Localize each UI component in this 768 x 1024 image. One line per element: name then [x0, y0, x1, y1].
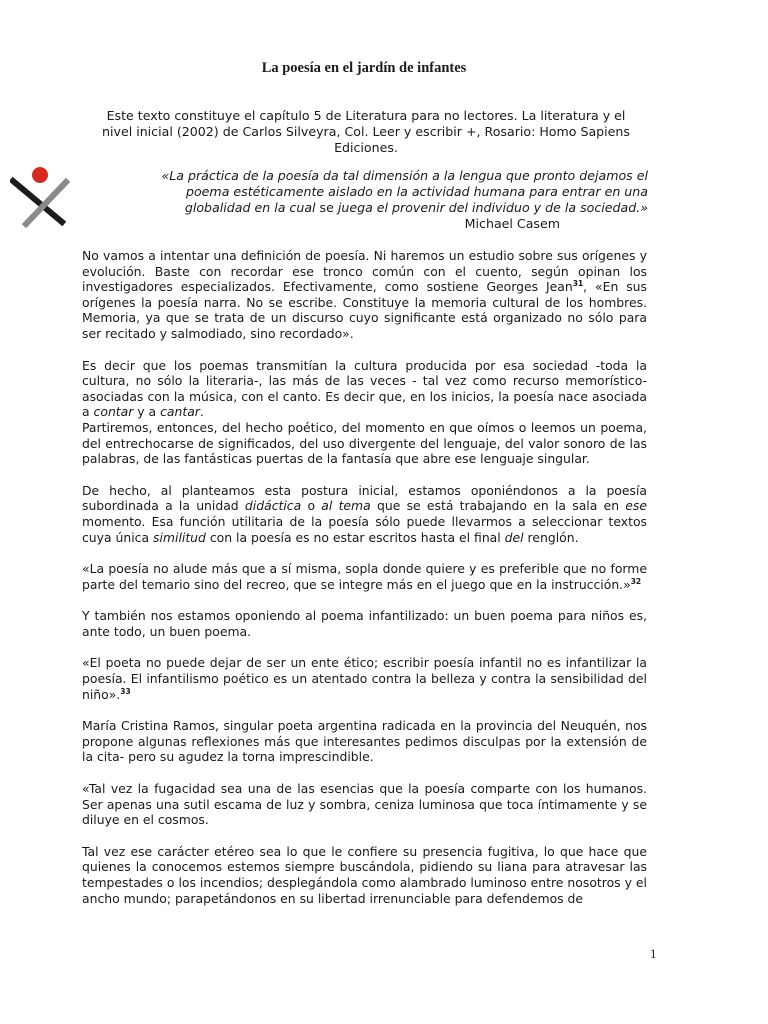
- logo-red-dot: [32, 167, 48, 183]
- paragraph-1: No vamos a intentar una definición de poesía. Ni haremos un estudio sobre sus orígenes y evolución. Baste con recordar ese tronco común con el cuento, según opinan los investigadores especializados. Efectivamente, como sostiene Georges Jean$^{31}$, «En sus orígenes la poesía narra. No se escribe. Constituye la memoria cultural de los hombres. Memoria, ya que se trata de un discurso cuyo significante está organizado no sólo para ser recitado y salmodiado, sino recordado».: [82, 248, 647, 341]
- intro-paragraph: Este texto constituye el capítulo 5 de Literatura para no lectores. La literatura y el nivel inicial (2002) de Carlos Silveyra, Col. Leer y escribir +, Rosario: Homo Sapiens Ediciones.: [102, 108, 630, 155]
- paragraph-4: De hecho, al planteamos esta postura inicial, estamos oponiéndonos a la poesía subordinada a la unidad didáctica o al tema que se está trabajando en la sala en ese momento. Esa función utilitaria de la poesía sólo puede llevarmos a seleccionar textos cuya única similitud con la poesía es no estar escritos hasta el final del renglón.: [82, 482, 647, 545]
- paragraph-8: María Cristina Ramos, singular poeta argentina radicada en la provincia del Neuquén, nos propone algunas reflexiones más que interesantes pedimos disculpas por la extensión de la cita- pero su agudez la torna imprescindible.: [82, 718, 647, 765]
- epigraph: [140, 168, 648, 232]
- paragraph-5: «La poesía no alude más que a sí misma, sopla donde quiere y es preferible que no forme parte del temario sino del recreo, que se integre más en el juego que en la instrucción.»$^{32}$: [82, 561, 647, 592]
- paragraph-2: Es decir que los poemas transmitían la cultura producida por esa sociedad -toda la cultura, no sólo la literaria-, las más de las veces - tal vez como recurso memorístico- asociadas con la música, con el canto. Es decir que, en los inicios, la poesía nace asociada a contar y a cantar.: [82, 357, 647, 420]
- document-title: La poesía en el jardín de infantes: [261, 60, 467, 76]
- paragraph-7: «El poeta no puede dejar de ser un ente ético; escribir poesía infantil no es infantilizar la poesía. El infantilismo poético es un atentado contra la belleza y contra la sensibilidad del niño».$^{33}$: [82, 655, 647, 702]
- paragraph-10: Tal vez ese carácter etéreo sea lo que le confiere su presencia fugitiva, lo que hace que quienes la conocemos estemos siempre buscándola, pidiendo su liana para atravesar las tempestades o los incendios; desplegándola como alambrado luminoso entre nosotros y el ancho mundo; parapetándonos en su libertad irrenunciable para defendemos de: [82, 843, 647, 906]
- footnote-ref: 32: [630, 576, 642, 586]
- publisher-logo: [10, 164, 70, 228]
- paragraph-9: «Tal vez la fugacidad sea una de las esencias que la poesía comparte con los humanos. Ser apenas una sutil escama de luz y sombra, ceniza luminosa que toca íntimamente y se diluye en el cosmos.: [82, 781, 647, 828]
- paragraph-6: Y también nos estamos oponiendo al poema infantilizado: un buen poema para niños es, ante todo, un buen poema.: [82, 608, 647, 639]
- epigraph-quote: «La práctica de la poesía da tal dimensión a la lengua que pronto dejamos el poema estéticamente aislado en la actividad humana para entrar en una globalidad en la cual se juega el provenir del individuo y de la sociedad.»: [161, 168, 648, 215]
- paragraph-3: Partiremos, entonces, del hecho poético, del momento en que oímos o leemos un poema, del entrechocarse de significados, del uso divergente del lenguaje, del valor sonoro de las palabras, de las fantásticas puertas de la fantasía que abre ese lenguaje singular.: [82, 419, 647, 467]
- epigraph-author: Michael Casem: [464, 216, 560, 231]
- footnote-ref: 33: [120, 686, 131, 696]
- page-number: 1: [650, 946, 657, 961]
- footnote-ref: 31: [572, 279, 584, 289]
- document-body: [82, 248, 647, 922]
